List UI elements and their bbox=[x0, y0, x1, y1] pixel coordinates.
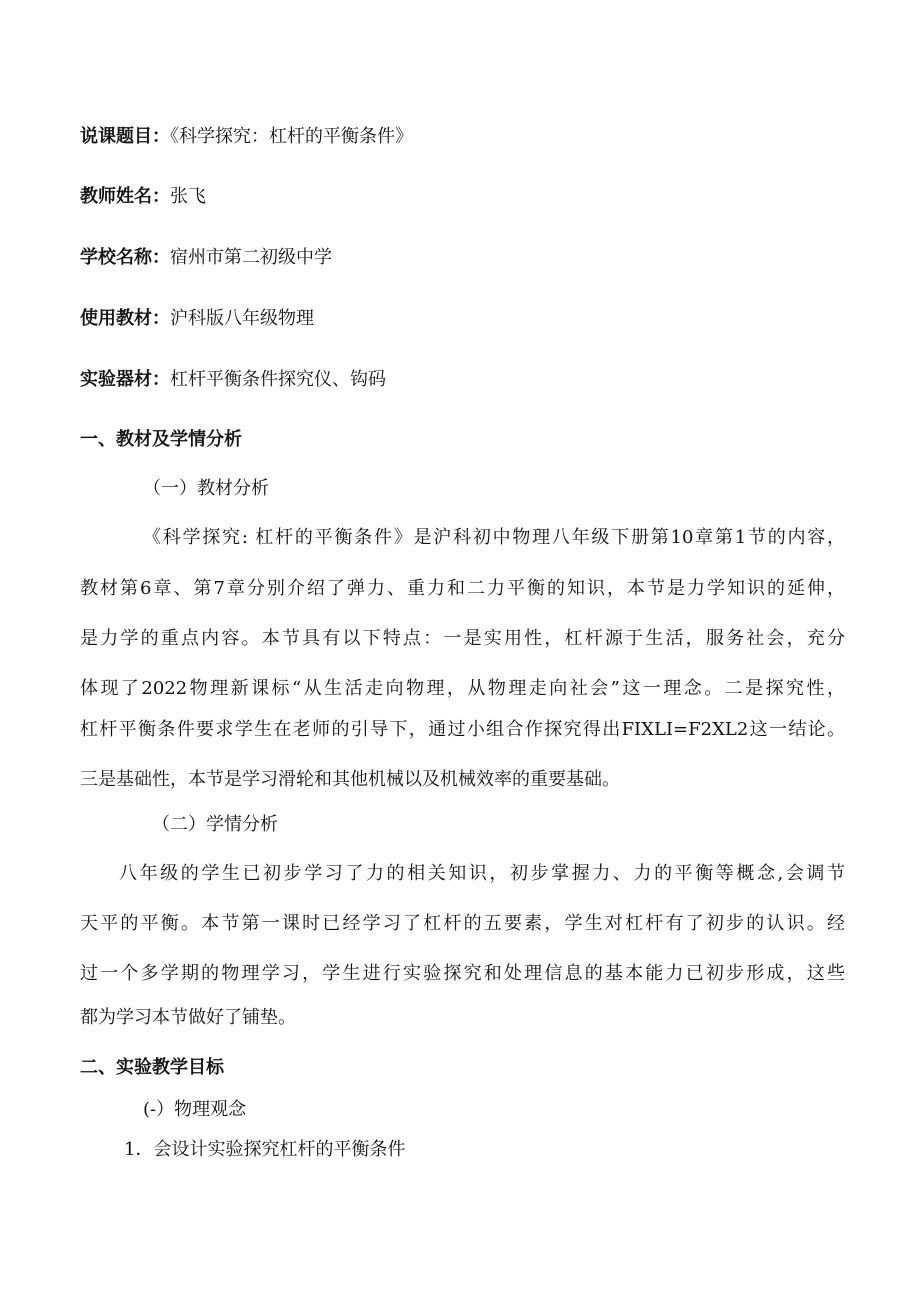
teacher-value: 张飞 bbox=[170, 186, 206, 207]
school-row bbox=[80, 246, 332, 270]
textbook-row bbox=[80, 307, 314, 331]
subsection-textbook-analysis: （一）教材分析 bbox=[143, 478, 269, 499]
section-1-heading: 一、教材及学情分析 bbox=[80, 429, 242, 450]
subsection-physics-concept: (-）物理观念 bbox=[143, 1099, 247, 1120]
equipment-value: 杠杆平衡条件探究仪、钩码 bbox=[170, 369, 386, 390]
paragraph-line: 三是基础性，本节是学习滑轮和其他机械以及机械效率的重要基础。 bbox=[80, 769, 620, 790]
equipment-row bbox=[80, 368, 386, 392]
equipment-label: 实验器材： bbox=[80, 369, 170, 390]
list-item: 1．会设计实验探究杠杆的平衡条件 bbox=[124, 1139, 406, 1160]
school-value: 宿州市第二初级中学 bbox=[170, 247, 332, 268]
paragraph-line: 是力学的重点内容。本节具有以下特点：一是实用性，杠杆源于生活，服务社会，充分 bbox=[80, 628, 845, 649]
paragraph-line: 教材第6章、第7章分别介绍了弹力、重力和二力平衡的知识，本节是力学知识的延伸， bbox=[80, 578, 845, 599]
paragraph-line: 八年级的学生已初步学习了力的相关知识，初步掌握力、力的平衡等概念,会调节 bbox=[119, 863, 845, 884]
paragraph-line: 杠杆平衡条件要求学生在老师的引导下，通过小组合作探究得出FIXLI=F2XL2这一结论。 bbox=[80, 719, 845, 740]
topic-label: 说课题目： bbox=[80, 126, 170, 147]
textbook-label: 使用教材： bbox=[80, 308, 170, 329]
paragraph-line: 都为学习本节做好了铺垫。 bbox=[80, 1007, 296, 1028]
paragraph-line: 过一个多学期的物理学习，学生进行实验探究和处理信息的基本能力已初步形成，这些 bbox=[80, 963, 845, 984]
paragraph-line: 体现了2022物理新课标“从生活走向物理，从物理走向社会”这一理念。二是探究性， bbox=[80, 678, 845, 699]
teacher-row bbox=[80, 185, 206, 209]
section-2-heading: 二、实验教学目标 bbox=[80, 1057, 224, 1078]
school-label: 学校名称： bbox=[80, 247, 170, 268]
teacher-label: 教师姓名： bbox=[80, 186, 170, 207]
paragraph-line: 天平的平衡。本节第一课时已经学习了杠杆的五要素，学生对杠杆有了初步的认识。经 bbox=[80, 913, 845, 934]
topic-value: 《科学探究：杠杆的平衡条件》 bbox=[170, 126, 413, 147]
subsection-student-analysis: （二）学情分析 bbox=[152, 814, 278, 835]
topic-row bbox=[80, 125, 413, 149]
paragraph-line: 《科学探究: 杠杆的平衡条件》是沪科初中物理八年级下册第10章第1节的内容， bbox=[143, 527, 845, 548]
textbook-value: 沪科版八年级物理 bbox=[170, 308, 314, 329]
